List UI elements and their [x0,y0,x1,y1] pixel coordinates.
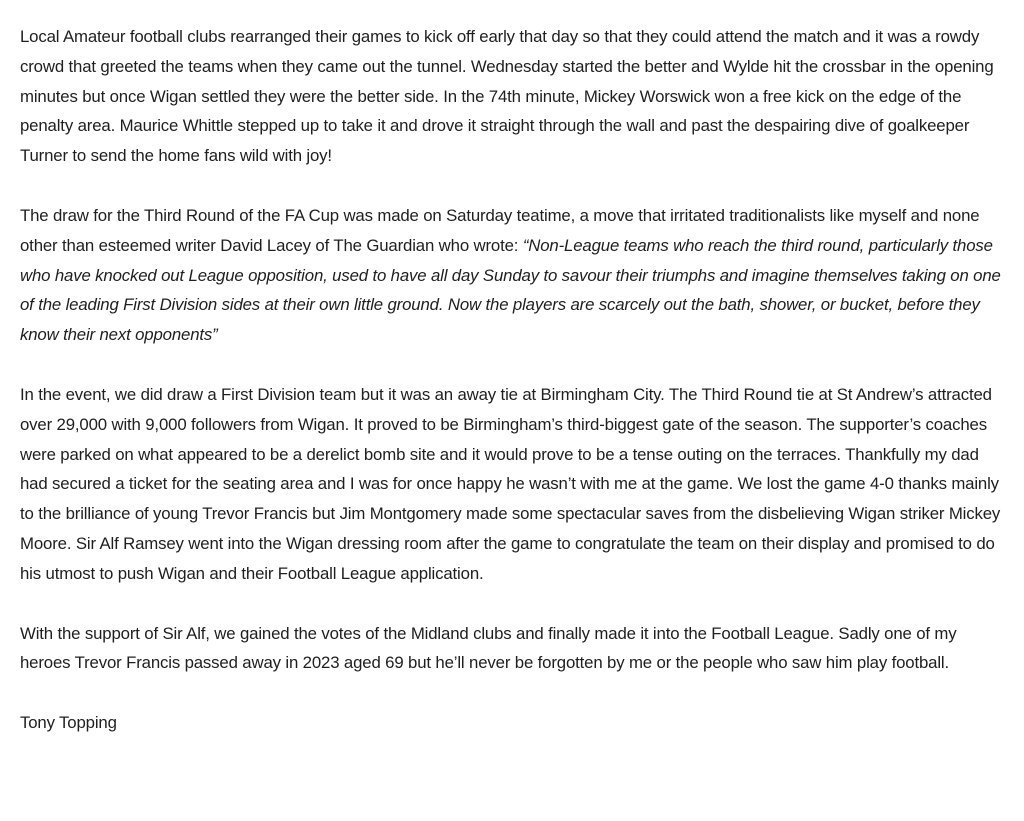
paragraph-text: With the support of Sir Alf, we gained the votes of the Midland clubs and finally made it into the Football League. Sadly one of my heroes Trevor Francis passed away in 2023 aged 69 but he’ll never be forgotten by me or the people who saw him play football. [20,623,957,673]
paragraph-text: In the event, we did draw a First Division team but it was an away tie at Birmingham City. The Third Round tie at St Andrew’s attracted over 29,000 with 9,000 followers from Wigan. It proved to be Birmingham’s third-biggest gate of the season. The supporter’s coaches were parked on what appeared to be a derelict bomb site and it would prove to be a tense outing on the terraces. Thankfully my dad had secured a ticket for the seating area and I was for once happy he wasn’t with me at the game. We lost the game 4-0 thanks mainly to the brilliance of young Trevor Francis but Jim Montgomery made some spectacular saves from the disbelieving Wigan striker Mickey Moore. Sir Alf Ramsey went into the Wigan dressing room after the game to congratulate the team on their display and promised to do his utmost to push Wigan and their Football League application. [20,384,1001,583]
paragraph-text: The draw for the Third Round of the FA Cup was made on Saturday teatime, a move that irritated traditionalists like myself and none other than esteemed writer David Lacey of The Guardian who wrote: [20,205,980,255]
paragraph-birmingham-tie [20,380,1010,589]
paragraph-fa-cup-draw [20,201,1010,350]
paragraph-text: Local Amateur football clubs rearranged their games to kick off early that day so that they could attend the match and it was a rowdy crowd that greeted the teams when they came out the tunnel. Wednesday started the better and Wylde hit the crossbar in the opening minutes but once Wigan settled they were the better side. In the 74th minute, Mickey Worswick won a free kick on the edge of the penalty area. Maurice Whittle stepped up to take it and drove it straight through the wall and past the despairing dive of goalkeeper Turner to send the home fans wild with joy! [20,27,994,166]
paragraph-football-league [20,619,1010,679]
article-body [20,22,1010,738]
author-signature: Tony Topping [20,713,117,733]
guardian-quote: “Non-League teams who reach the third round, particularly those who have knocked out League opposition, used to have all day Sunday to savour their triumphs and imagine themselves taking on one of the leading First Division sides at their own little ground. Now the players are scarcely out the bath, shower, or bucket, before they know their next opponents” [20,235,1001,345]
paragraph-match-report [20,22,1010,171]
